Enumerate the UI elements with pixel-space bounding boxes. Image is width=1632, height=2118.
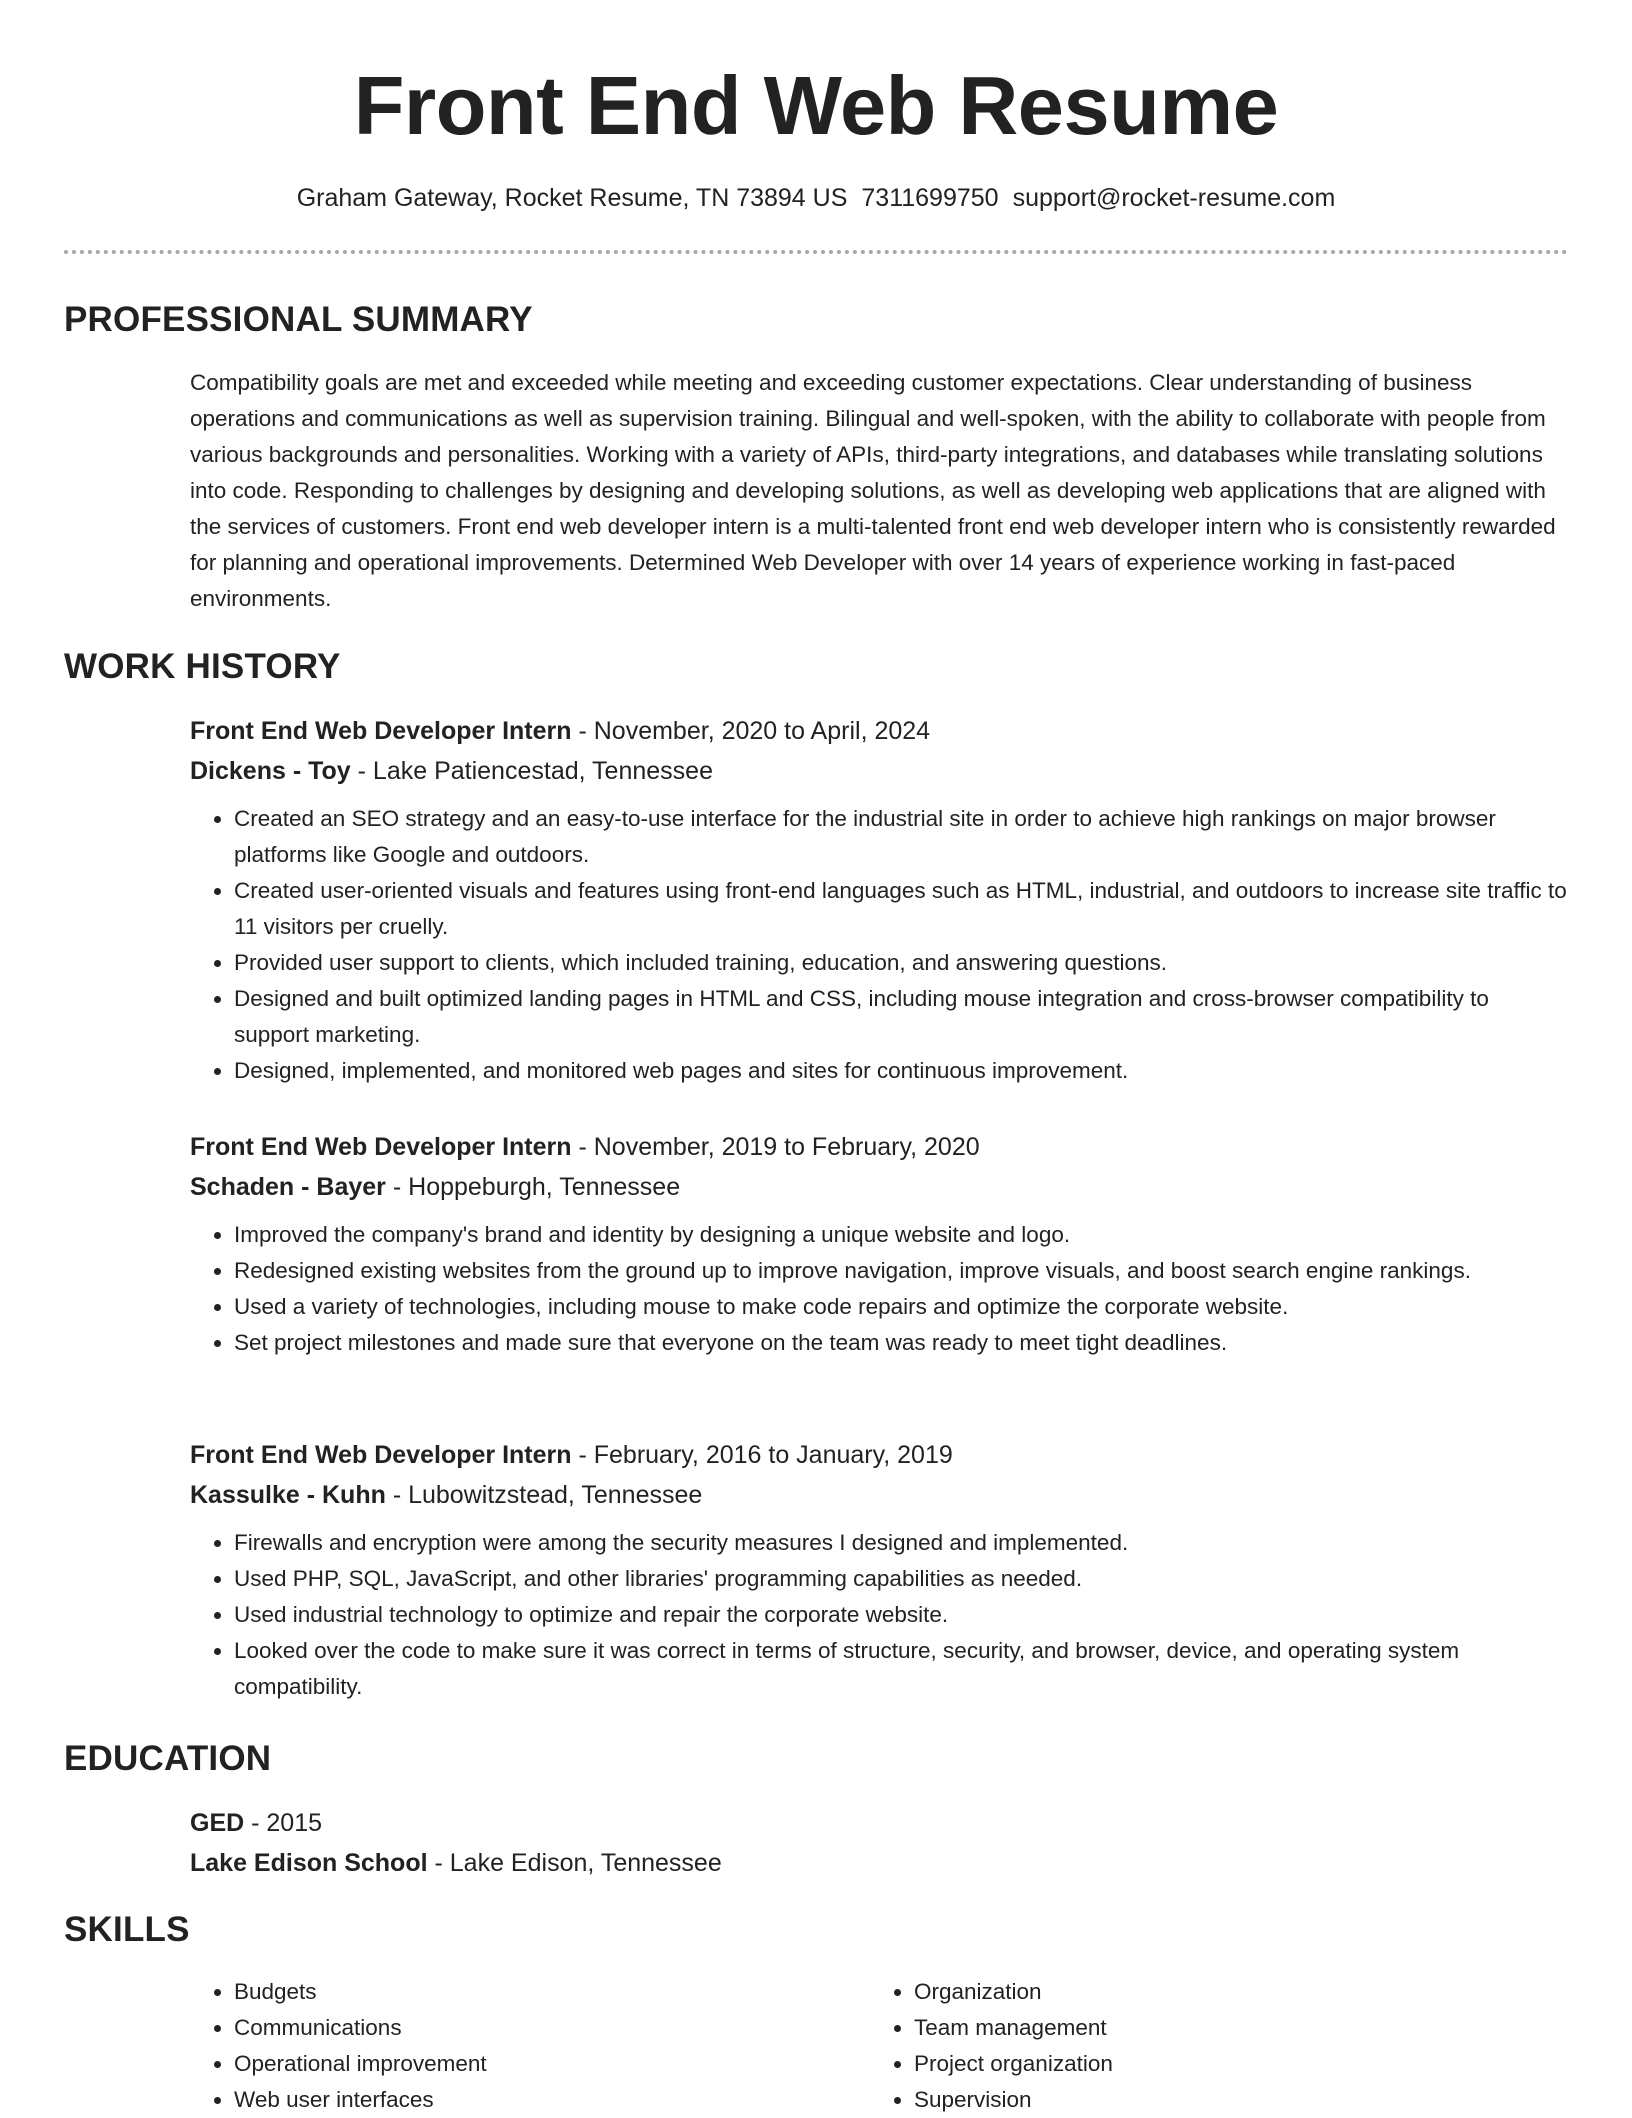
job-location: - Lake Patiencestad, Tennessee [350, 757, 713, 785]
list-item: • Used industrial technology to optimize and repair the corporate website. [234, 1597, 1570, 1633]
list-item: • Provided user support to clients, which included training, education, and answering questions. [234, 945, 1570, 981]
education-entry [190, 1803, 1570, 1883]
resume-title: Front End Web Resume [353, 59, 1279, 152]
list-item: • Designed, implemented, and monitored web pages and sites for continuous improvement. [234, 1053, 1570, 1089]
contact-address: Graham Gateway, Rocket Resume, TN 73894 US [296, 184, 848, 212]
job-entry [190, 711, 1570, 1089]
skills-column-right [870, 1974, 1113, 2118]
education-degree-line [190, 1803, 1570, 1843]
job-company-line [190, 1475, 1570, 1515]
job-title-line [190, 711, 1570, 751]
job-title-line [190, 1127, 1570, 1167]
list-item: • Communications [234, 2010, 487, 2046]
list-item: • Designed and built optimized landing pages in HTML and CSS, including mouse integration and cross-browser compatibility to support marketing. [234, 981, 1570, 1053]
job-entry [190, 1127, 1570, 1361]
list-item: • Created an SEO strategy and an easy-to-use interface for the industrial site in order to achieve high rankings on major browser platforms like Google and outdoors. [234, 801, 1570, 873]
job-bullets [190, 1525, 1570, 1705]
list-item: • Used PHP, SQL, JavaScript, and other libraries' programming capabilities as needed. [234, 1561, 1570, 1597]
list-item: • Operational improvement [234, 2046, 487, 2082]
section-heading-summary: PROFESSIONAL SUMMARY [64, 300, 533, 339]
list-item: • Organization [914, 1974, 1113, 2010]
job-entry [190, 1435, 1570, 1705]
section-heading-skills: SKILLS [64, 1910, 190, 1949]
job-company-line [190, 751, 1570, 791]
contact-email: support@rocket-resume.com [1012, 184, 1336, 212]
list-item: • Used a variety of technologies, including mouse to make code repairs and optimize the corporate website. [234, 1289, 1570, 1325]
job-bullets [190, 1217, 1570, 1361]
list-item: • Redesigned existing websites from the ground up to improve navigation, improve visuals, and boost search engine rankings. [234, 1253, 1570, 1289]
list-item: • Looked over the code to make sure it was correct in terms of structure, security, and browser, device, and operating system compatibility. [234, 1633, 1570, 1705]
job-company-line [190, 1167, 1570, 1207]
list-item: • Firewalls and encryption were among the security measures I designed and implemented. [234, 1525, 1570, 1561]
education-school: Lake Edison School [190, 1849, 428, 1877]
job-title: Front End Web Developer Intern [190, 1133, 572, 1161]
job-company: Kassulke - Kuhn [190, 1481, 386, 1509]
list-item: • Created user-oriented visuals and features using front-end languages such as HTML, industrial, and outdoors to increase site traffic to 11 visitors per cruelly. [234, 873, 1570, 945]
job-location: - Lubowitzstead, Tennessee [385, 1481, 703, 1509]
list-item: • Improved the company's brand and identity by designing a unique website and logo. [234, 1217, 1570, 1253]
education-school-line [190, 1843, 1570, 1883]
job-company: Dickens - Toy [190, 757, 351, 785]
education-year: - 2015 [244, 1809, 323, 1837]
section-heading-education: EDUCATION [64, 1739, 272, 1778]
list-item: • Supervision [914, 2082, 1113, 2118]
job-location: - Hoppeburgh, Tennessee [385, 1173, 681, 1201]
education-degree: GED [190, 1809, 245, 1837]
job-title: Front End Web Developer Intern [190, 717, 572, 745]
job-bullets [190, 801, 1570, 1089]
list-item: • Web user interfaces [234, 2082, 487, 2118]
education-location: - Lake Edison, Tennessee [427, 1849, 722, 1877]
job-company: Schaden - Bayer [190, 1173, 386, 1201]
contact-phone: 7311699750 [861, 184, 999, 212]
job-dates: - November, 2019 to February, 2020 [571, 1133, 980, 1161]
list-item: • Project organization [914, 2046, 1113, 2082]
section-heading-work-history: WORK HISTORY [64, 647, 341, 686]
skills-column-left [190, 1974, 487, 2118]
job-title-line [190, 1435, 1570, 1475]
job-dates: - November, 2020 to April, 2024 [571, 717, 931, 745]
header-divider [64, 250, 1568, 254]
summary-text: Compatibility goals are met and exceeded while meeting and exceeding customer expectations. Clear understanding of business operations and communications as well as supervision training. Bilingual and well-spoken, with the ability to collaborate with people from various backgrounds and personalities. Working with a variety of APIs, third-party integrations, and databases while translating solutions into code. Responding to challenges by designing and developing solutions, as well as developing web applications that are aligned with the services of customers. Front end web developer intern is a multi-talented front end web developer intern who is consistently rewarded for planning and operational improvements. Determined Web Developer with over 14 years of experience working in fast-paced environments. [190, 370, 1556, 611]
job-dates: - February, 2016 to January, 2019 [571, 1441, 953, 1469]
contact-line [0, 180, 1632, 216]
job-title: Front End Web Developer Intern [190, 1441, 572, 1469]
list-item: • Team management [914, 2010, 1113, 2046]
list-item: • Budgets [234, 1974, 487, 2010]
list-item: • Set project milestones and made sure that everyone on the team was ready to meet tight deadlines. [234, 1325, 1570, 1361]
